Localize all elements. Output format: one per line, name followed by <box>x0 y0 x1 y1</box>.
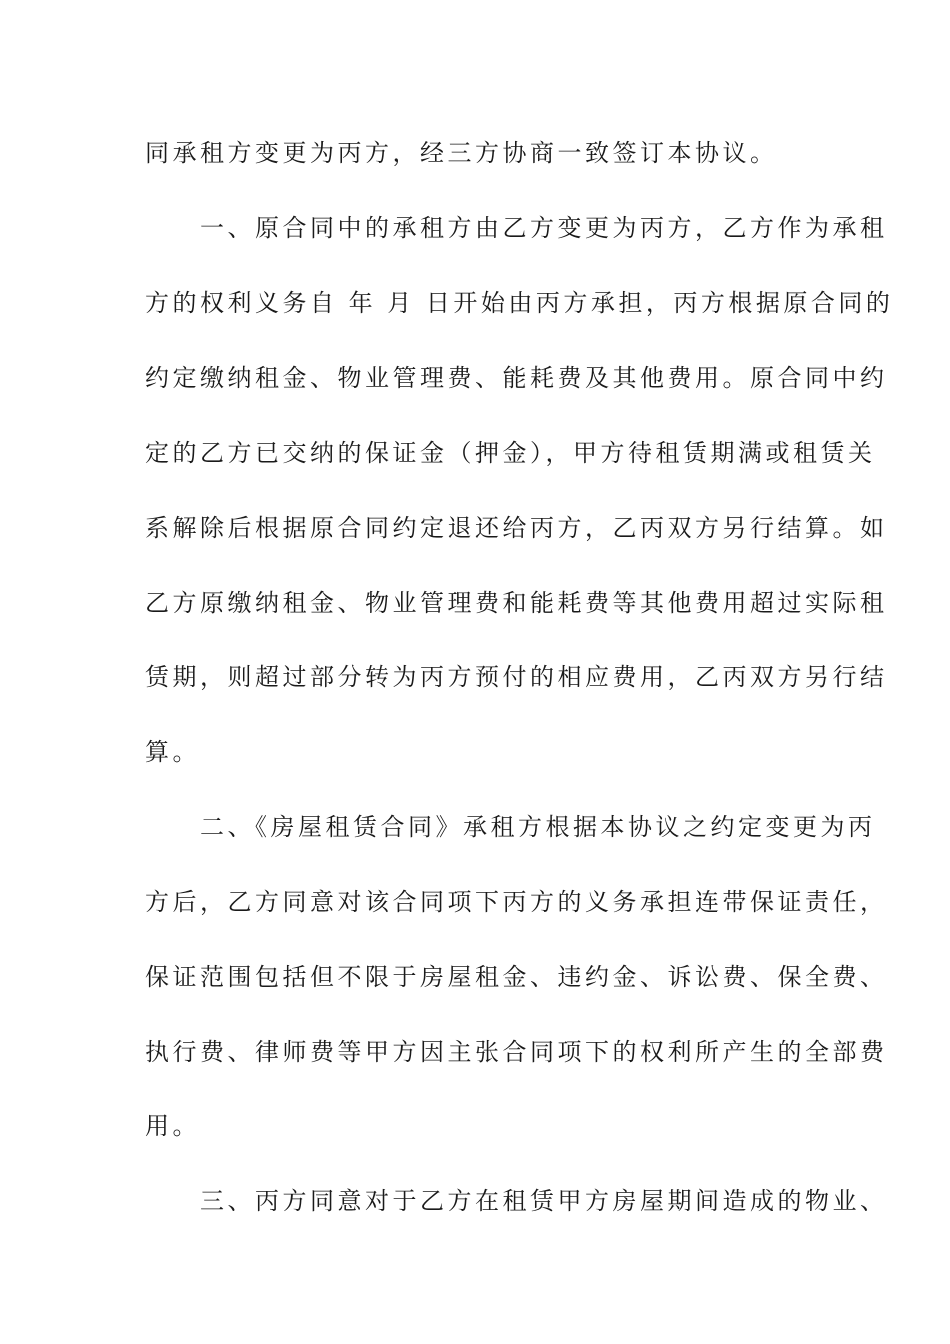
text-line: 乙方原缴纳租金、物业管理费和能耗费等其他费用超过实际租 <box>145 589 888 617</box>
text-line: 系解除后根据原合同约定退还给丙方，乙丙双方另行结算。如 <box>145 514 888 542</box>
text-line: 算。 <box>145 738 200 766</box>
text-line: 三、丙方同意对于乙方在租赁甲方房屋期间造成的物业、 <box>145 1187 888 1215</box>
text-line: 一、原合同中的承租方由乙方变更为丙方，乙方作为承租 <box>145 214 888 242</box>
text-line: 定的乙方已交纳的保证金（押金），甲方待租赁期满或租赁关 <box>145 439 876 467</box>
text-line: 执行费、律师费等甲方因主张合同项下的权利所产生的全部费 <box>145 1038 888 1066</box>
text-line: 约定缴纳租金、物业管理费、能耗费及其他费用。原合同中约 <box>145 364 888 392</box>
text-line: 用。 <box>145 1112 200 1140</box>
text-line: 方的权利义务自 年 月 日开始由丙方承担，丙方根据原合同的 <box>145 289 894 317</box>
text-line: 赁期，则超过部分转为丙方预付的相应费用，乙丙双方另行结 <box>145 663 888 691</box>
text-line: 二、《房屋租赁合同》承租方根据本协议之约定变更为丙 <box>145 813 876 841</box>
text-line: 同承租方变更为丙方，经三方协商一致签订本协议。 <box>145 139 778 167</box>
text-line: 保证范围包括但不限于房屋租金、违约金、诉讼费、保全费、 <box>145 963 888 991</box>
text-line: 方后，乙方同意对该合同项下丙方的义务承担连带保证责任， <box>145 888 888 916</box>
